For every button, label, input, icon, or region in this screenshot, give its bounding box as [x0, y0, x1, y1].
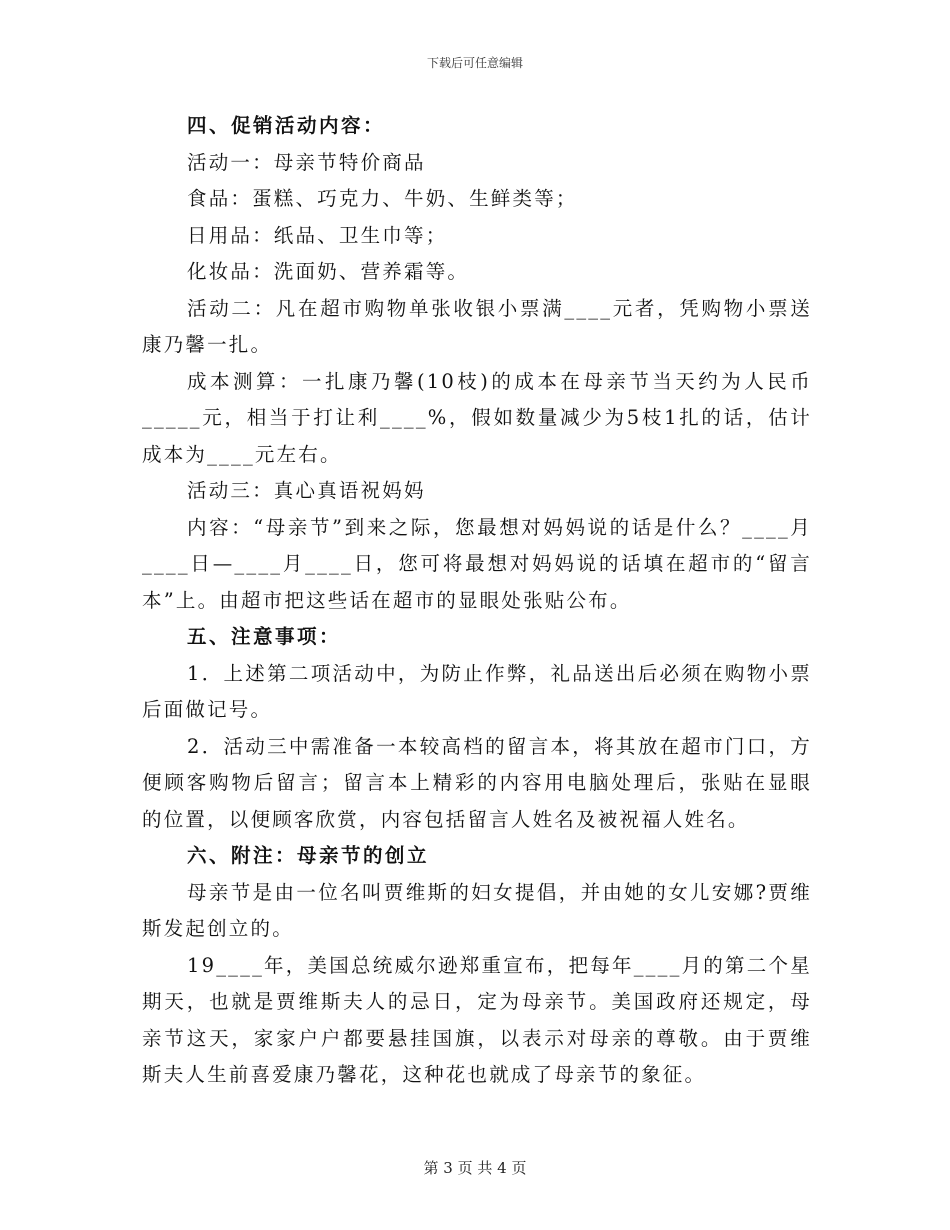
paragraph: 2．活动三中需准备一本较高档的留言本，将其放在超市门口，方便顾客购物后留言；留言本上精彩的内容用电脑处理后，张贴在显眼的位置，以便顾客欣赏，内容包括留言人姓名及被祝福人姓名。 [142, 734, 812, 831]
paragraph: 活动二：凡在超市购物单张收银小票满____元者，凭购物小票送康乃馨一扎。 [142, 296, 812, 356]
section-heading-notes: 五、注意事项： [187, 625, 342, 648]
paragraph: 1．上述第二项活动中，为防止作弊，礼品送出后必须在购物小票后面做记号。 [142, 661, 812, 721]
document-body [142, 108, 812, 1094]
paragraph: 母亲节是由一位名叫贾维斯的妇女提倡，并由她的女儿安娜?贾维斯发起创立的。 [142, 880, 812, 940]
paragraph: 日用品：纸品、卫生巾等； [187, 223, 448, 247]
page-footer: 第 3 页 共 4 页 [423, 1159, 527, 1177]
paragraph: 成本测算：一扎康乃馨(10枝)的成本在母亲节当天约为人民币_____元，相当于打让利____%，假如数量减少为5枝1扎的话，估计成本为____元左右。 [142, 369, 812, 466]
paragraph: 活动一：母亲节特价商品 [187, 150, 426, 174]
section-heading-promotion: 四、促销活动内容： [187, 114, 386, 137]
paragraph: 活动三：真心真语祝妈妈 [187, 479, 426, 502]
section-heading-appendix: 六、附注：母亲节的创立 [187, 844, 430, 867]
paragraph: 化妆品：洗面奶、营养霜等。 [187, 260, 470, 283]
paragraph: 19____年，美国总统威尔逊郑重宣布，把每年____月的第二个星期天，也就是贾维斯夫人的忌日，定为母亲节。美国政府还规定，母亲节这天，家家户户都要悬挂国旗，以表示对母亲的尊敬。由于贾维斯夫人生前喜爱康乃馨花，这种花也就成了母亲节的象征。 [142, 953, 812, 1086]
paragraph: 食品：蛋糕、巧克力、牛奶、生鲜类等； [187, 187, 578, 210]
paragraph: 内容：“母亲节”到来之际，您最想对妈妈说的话是什么？____月____日—____月____日，您可将最想对妈妈说的话填在超市的“留言本”上。由超市把这些话在超市的显眼处张贴公布。 [142, 515, 812, 612]
page-header: 下载后可任意编辑 [426, 56, 523, 70]
